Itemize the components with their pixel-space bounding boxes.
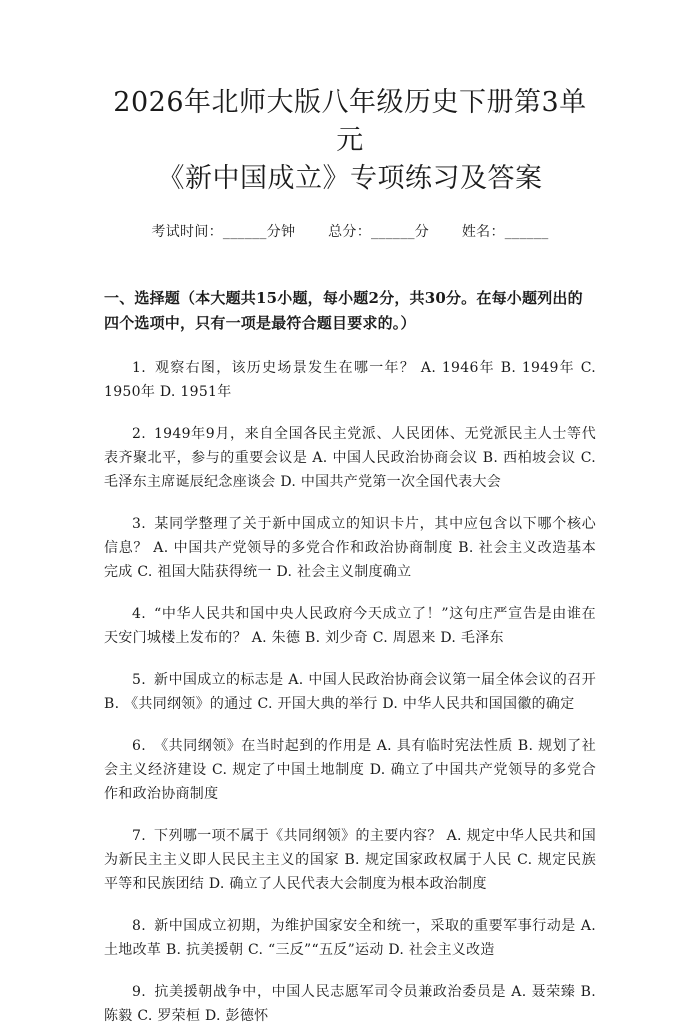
question-text: 抗美援朝战争中，中国人民志愿军司令员兼政治委员是 A. 聂荣臻 B. 陈毅 C. 罗荣桓 D. 彭德怀: [104, 984, 596, 1024]
question-text: 观察右图，该历史场景发生在哪一年？ A. 1946年 B. 1949年 C. 1950年 D. 1951年: [104, 360, 596, 400]
question-item: [104, 512, 596, 584]
question-text: 下列哪一项不属于《共同纲领》的主要内容？ A. 规定中华人民共和国为新民主主义即人民民主主义的国家 B. 规定国家政权属于人民 C. 规定民族平等和民族团结 D. 确立了人民代表大会制度为根本政治制度: [104, 828, 596, 892]
question-item: [104, 914, 596, 962]
question-text: 新中国成立的标志是 A. 中国人民政治协商会议第一届全体会议的召开 B. 《共同纲领》的通过 C. 开国大典的举行 D. 中华人民共和国国徽的确定: [104, 672, 596, 712]
title-line-1: 2026年北师大版八年级历史下册第3单元: [113, 87, 587, 156]
question-item: [104, 602, 596, 650]
question-item: [104, 668, 596, 716]
question-item: [104, 824, 596, 896]
question-number: 2.: [132, 426, 146, 442]
document-title: [104, 84, 596, 198]
question-number: 4.: [132, 606, 146, 622]
exam-name: 姓名：______: [461, 224, 549, 240]
question-item: [104, 980, 596, 1028]
question-text: 某同学整理了关于新中国成立的知识卡片，其中应包含以下哪个核心信息？ A. 中国共产党领导的多党合作和政治协商制度 B. 社会主义改造基本完成 C. 祖国大陆获得统一 D. 社会主义制度确立: [104, 516, 596, 580]
question-text: “中华人民共和国中央人民政府今天成立了！”这句庄严宣告是由谁在天安门城楼上发布的？ A. 朱德 B. 刘少奇 C. 周恩来 D. 毛泽东: [104, 606, 596, 646]
question-number: 5.: [132, 672, 146, 688]
question-number: 6.: [132, 738, 146, 754]
question-item: [104, 734, 596, 806]
section-heading: 一、选择题（本大题共15小题，每小题2分，共30分。在每小题列出的四个选项中，只有一项是最符合题目要求的。）: [104, 289, 583, 332]
exam-time: 考试时间：______分钟: [151, 224, 296, 240]
question-text: 新中国成立初期，为维护国家安全和统一，采取的重要军事行动是 A. 土地改革 B. 抗美援朝 C. “三反”“五反”运动 D. 社会主义改造: [104, 918, 596, 958]
question-item: [104, 422, 596, 494]
exam-meta: [104, 222, 596, 242]
question-item: [104, 356, 596, 404]
exam-score: 总分：______分: [328, 224, 430, 240]
question-list: [104, 356, 596, 1028]
question-number: 8.: [132, 918, 146, 934]
title-line-2: 《新中国成立》专项练习及答案: [157, 163, 543, 194]
question-text: 《共同纲领》在当时起到的作用是 A. 具有临时宪法性质 B. 规划了社会主义经济建设 C. 规定了中国土地制度 D. 确立了中国共产党领导的多党合作和政治协商制度: [104, 738, 596, 802]
question-number: 7.: [132, 828, 146, 844]
question-number: 1.: [132, 360, 146, 376]
question-text: 1949年9月，来自全国各民主党派、人民团体、无党派民主人士等代表齐聚北平，参与的重要会议是 A. 中国人民政治协商会议 B. 西柏坡会议 C. 毛泽东主席诞辰纪念座谈会 D. 中国共产党第一次全国代表大会: [104, 426, 596, 490]
question-number: 9.: [132, 984, 146, 1000]
question-number: 3.: [132, 516, 146, 532]
